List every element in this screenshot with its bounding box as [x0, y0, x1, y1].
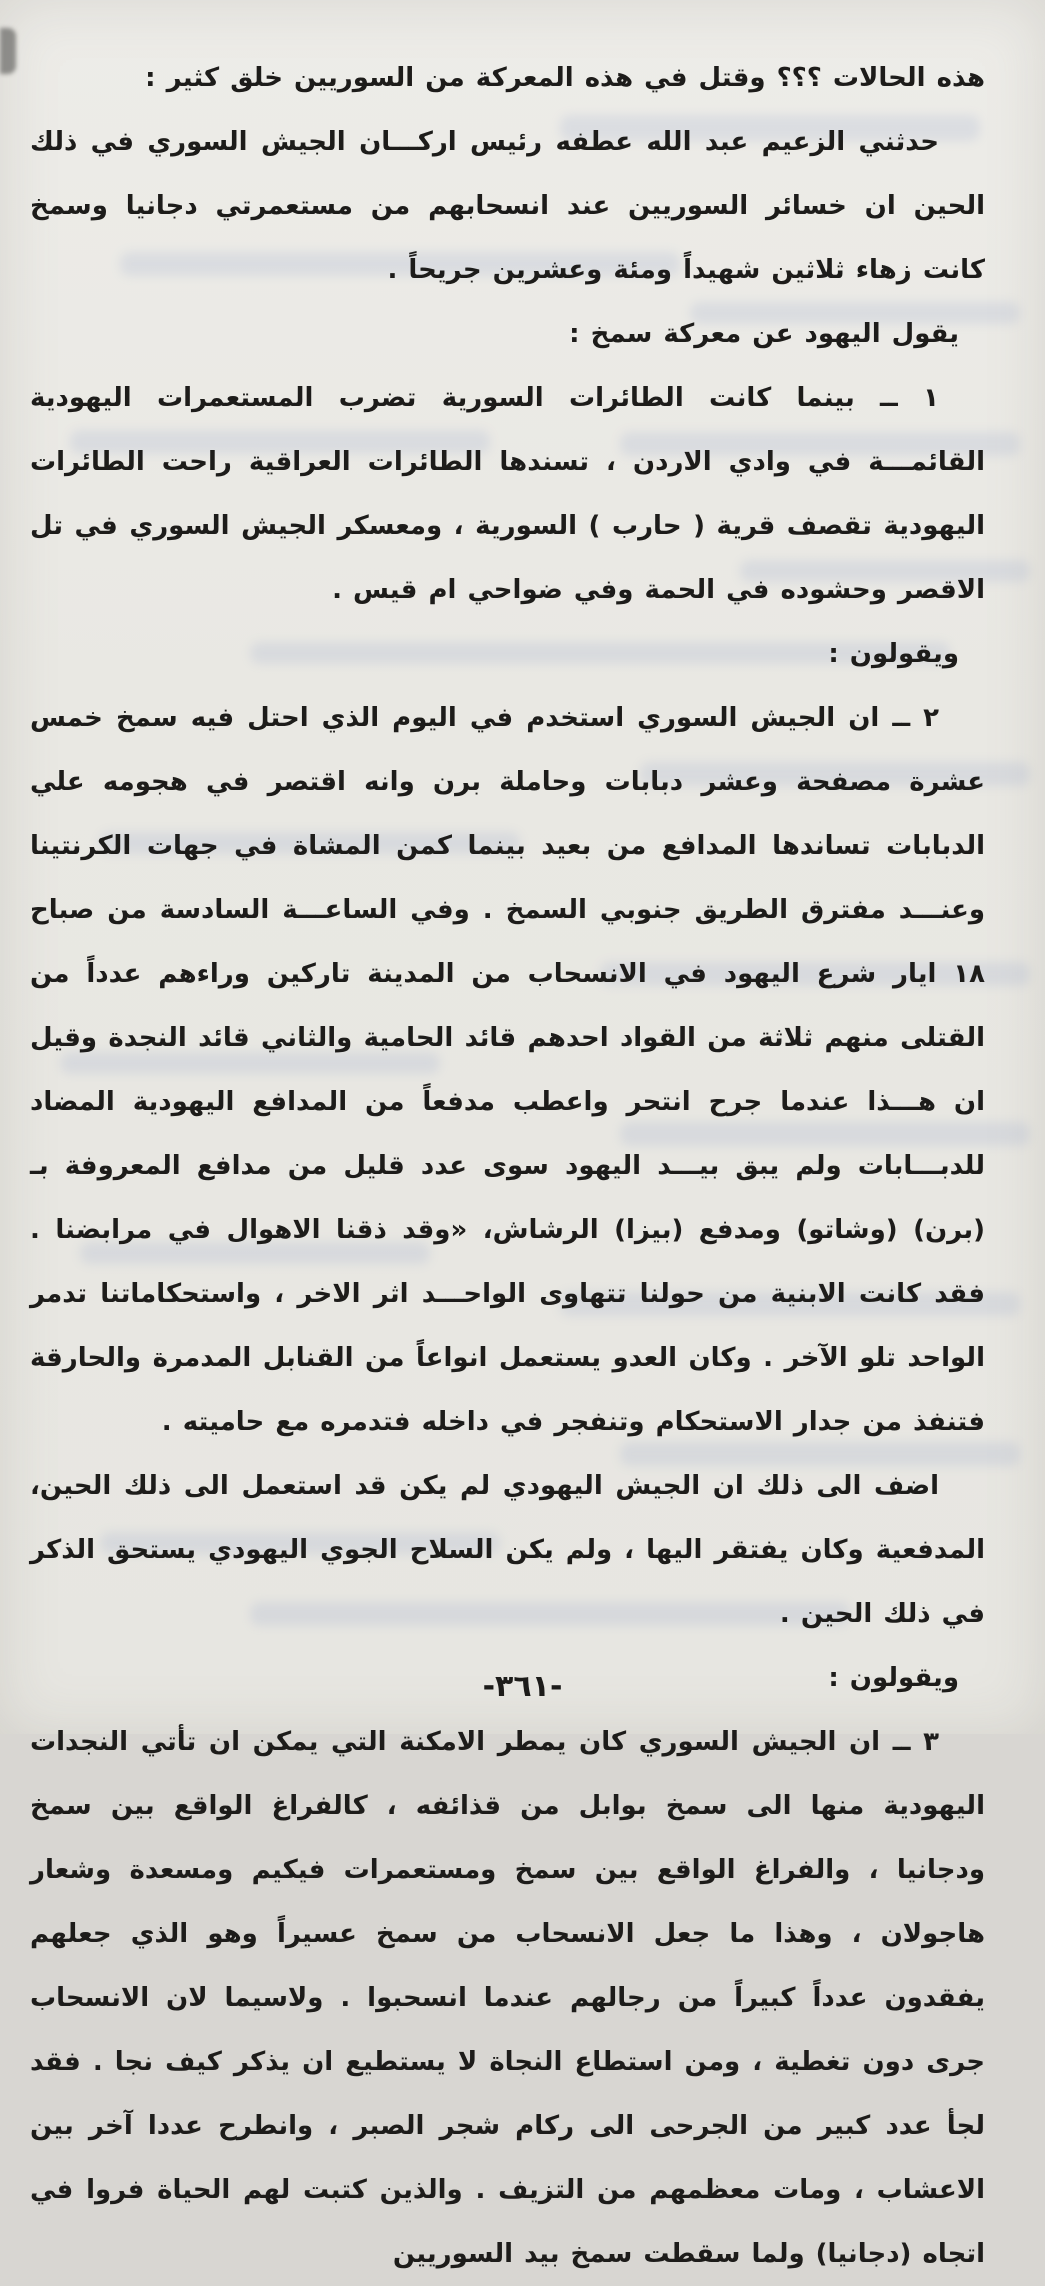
quote-opener-2: ويقولون :: [828, 1663, 959, 1693]
list-item-1: ١ ــ بينما كانت الطائرات السورية تضرب المستعمرات اليهودية القائمـــة في وادي الاردن ، تسندها الطائرات العراقية راحت الطائرات اليهودية تقصف قرية ( حارب ) السورية ، ومعسكر الجيش السوري في تل الاقصر وحشوده في الحمة وفي ضواحي ام قيس .: [30, 383, 985, 605]
list-item-2: ٢ ــ ان الجيش السوري استخدم في اليوم الذي احتل فيه سمخ خمس عشرة مصفحة وعشر دبابات وحاملة برن وانه اقتصر في هجومه علي الدبابات تساندها المدافع من بعيد بينما كمن المشاة في جهات الكرنتينا وعنـــد مفترق الطريق جنوبي السمخ . وفي الساعـــة السادسة من صباح ١٨ ايار شرع اليهود في الانسحاب من المدينة تاركين وراءهم عدداً من القتلى منهم ثلاثة من القواد احدهم قائد الحامية والثاني قائد النجدة وقيل ان هـــذا عندما جرح انتحر واعطب مدفعاً من المدافع اليهودية المضاد للدبـــابات ولم يبق بيـــد اليهود سوى عدد قليل من مدافع المعروفة بـ (برن) (وشاتو) ومدفع (بيزا) الرشاش، «وقد ذقنا الاهوال في مرابضنا . فقد كانت الابنية من حولنا تتهاوى الواحـــد اثر الاخر ، واستحكاماتنا تدمر الواحد تلو الآخر . وكان العدو يستعمل انواعاً من القنابل المدمرة والحارقة فتنفذ من جدار الاستحكام وتنفجر في داخله فتدمره مع حاميته .: [30, 703, 985, 1437]
paragraph-artillery-note: اضف الى ذلك ان الجيش اليهودي لم يكن قد استعمل الى ذلك الحين، المدفعية وكان يفتقر اليها ، ولم يكن السلاح الجوي اليهودي يستحق الذكر في ذلك الحين .: [30, 1471, 985, 1629]
list-item-3: ٣ ــ ان الجيش السوري كان يمطر الامكنة التي يمكن ان تأتي النجدات اليهودية منها الى سمخ بوابل من قذائفه ، كالفراغ الواقع بين سمخ ودجانيا ، والفراغ الواقع بين سمخ ومستعمرات فيكيم ومسعدة وشعار هاجولان ، وهذا ما جعل الانسحاب من سمخ عسيراً وهو الذي جعلهم يفقدون عدداً كبيراً من رجالهم عندما انسحبوا . ولاسيما لان الانسحاب جرى دون تغطية ، ومن استطاع النجاة لا يستطيع ان يذكر كيف نجا . فقد لجأ عدد كبير من الجرحى الى ركام شجر الصبر ، وانطرح عددا آخر بين الاعشاب ، ومات معظمهم من التزيف . والذين كتبت لهم الحياة فروا في اتجاه (دجانيا) ولما سقطت سمخ بيد السوريين: [30, 1727, 985, 2269]
quote-opener-1: ويقولون :: [828, 639, 959, 669]
paragraph-attribution: حدثني الزعيم عبد الله عطفه رئيس اركـــان الجيش السوري في ذلك الحين ان خسائر السوريين عند انسحابهم من مستعمرتي دجانيا وسمخ كانت زهاء ثلاثين شهيداً ومئة وعشرين جريحاً .: [30, 127, 985, 285]
page-number: -٣٦١-: [482, 1669, 563, 1704]
section-opener-jews-account: يقول اليهود عن معركة سمخ :: [569, 319, 959, 349]
paragraph-intro-line: هذه الحالات ؟؟؟ وقتل في هذه المعركة من السوريين خلق كثير :: [145, 63, 985, 93]
